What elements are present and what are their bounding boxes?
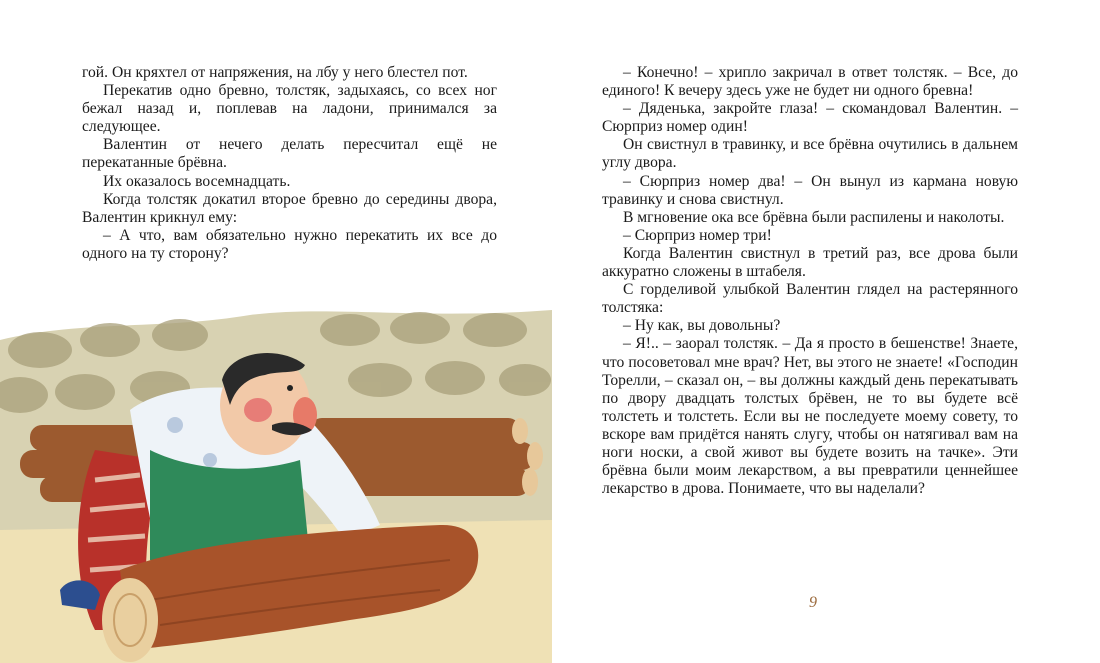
paragraph: Когда толстяк докатил второе бревно до середины двора, Валентин крикнул ему: <box>82 190 497 226</box>
paragraph: гой. Он кряхтел от напряжения, на лбу у него блестел пот. <box>82 64 468 81</box>
paragraph: Валентин от нечего делать пересчитал ещё не перекатанные брёвна. <box>82 136 497 172</box>
paragraph: – Ну как, вы довольны? <box>623 317 781 335</box>
paragraph: – Сюрприз номер три! <box>623 226 772 244</box>
paragraph: Когда Валентин свистнул в третий раз, все дрова были аккуратно сложены в штабеля. <box>602 244 1018 281</box>
paragraph: – Дяденька, закройте глаза! – скомандовал Валентин. – Сюрприз номер один! <box>602 100 1018 136</box>
illustration-fat-man-rolling-log <box>0 300 552 663</box>
paragraph: Перекатив одно бревно, толстяк, задыхаясь, со всех ног бежал назад и, поплевав на ладони, принимался за следующее. <box>82 82 497 136</box>
paragraph: В мгновение ока все брёвна были распилены и наколоты. <box>623 208 1005 226</box>
paragraph: Их оказалось восемнадцать. <box>103 172 291 190</box>
paragraph: – Я!.. – заорал толстяк. – Да я просто в бешенстве! Знаете, что посоветовал мне врач? Нет, вы этого не знаете! «Господин Торелли, – сказал он, – вы должны каждый день перекатывать по двору двадцать толстых брёвен, не то вы будете всё толстеть и толстеть. Если вы не последуете моему совету, то вскоре вам придётся нанять слугу, чтобы он натягивал вам на ноги носки, а свой живот вы будете возить на тачке». Эти брёвна были моим лекарством, а вы превратили ценнейшее лекарство в дрова. Понимаете, что вы наделали? <box>602 335 1018 498</box>
paragraph: С горделивой улыбкой Валентин глядел на растерянного толстяка: <box>602 281 1018 317</box>
paragraph: – Конечно! – хрипло закричал в ответ толстяк. – Все, до единого! К вечеру здесь уже не будет ни одного бревна! <box>602 64 1018 100</box>
paragraph: – А что, вам обязательно нужно перекатить их все до одного на ту сторону? <box>82 226 497 262</box>
left-text-column <box>82 64 497 263</box>
paragraph: – Сюрприз номер два! – Он вынул из кармана новую травинку и снова свистнул. <box>602 172 1018 208</box>
page-number: 9 <box>809 594 817 611</box>
paragraph: Он свистнул в травинку, и все брёвна очутились в дальнем углу двора. <box>602 136 1018 172</box>
right-text-column <box>602 64 1018 498</box>
